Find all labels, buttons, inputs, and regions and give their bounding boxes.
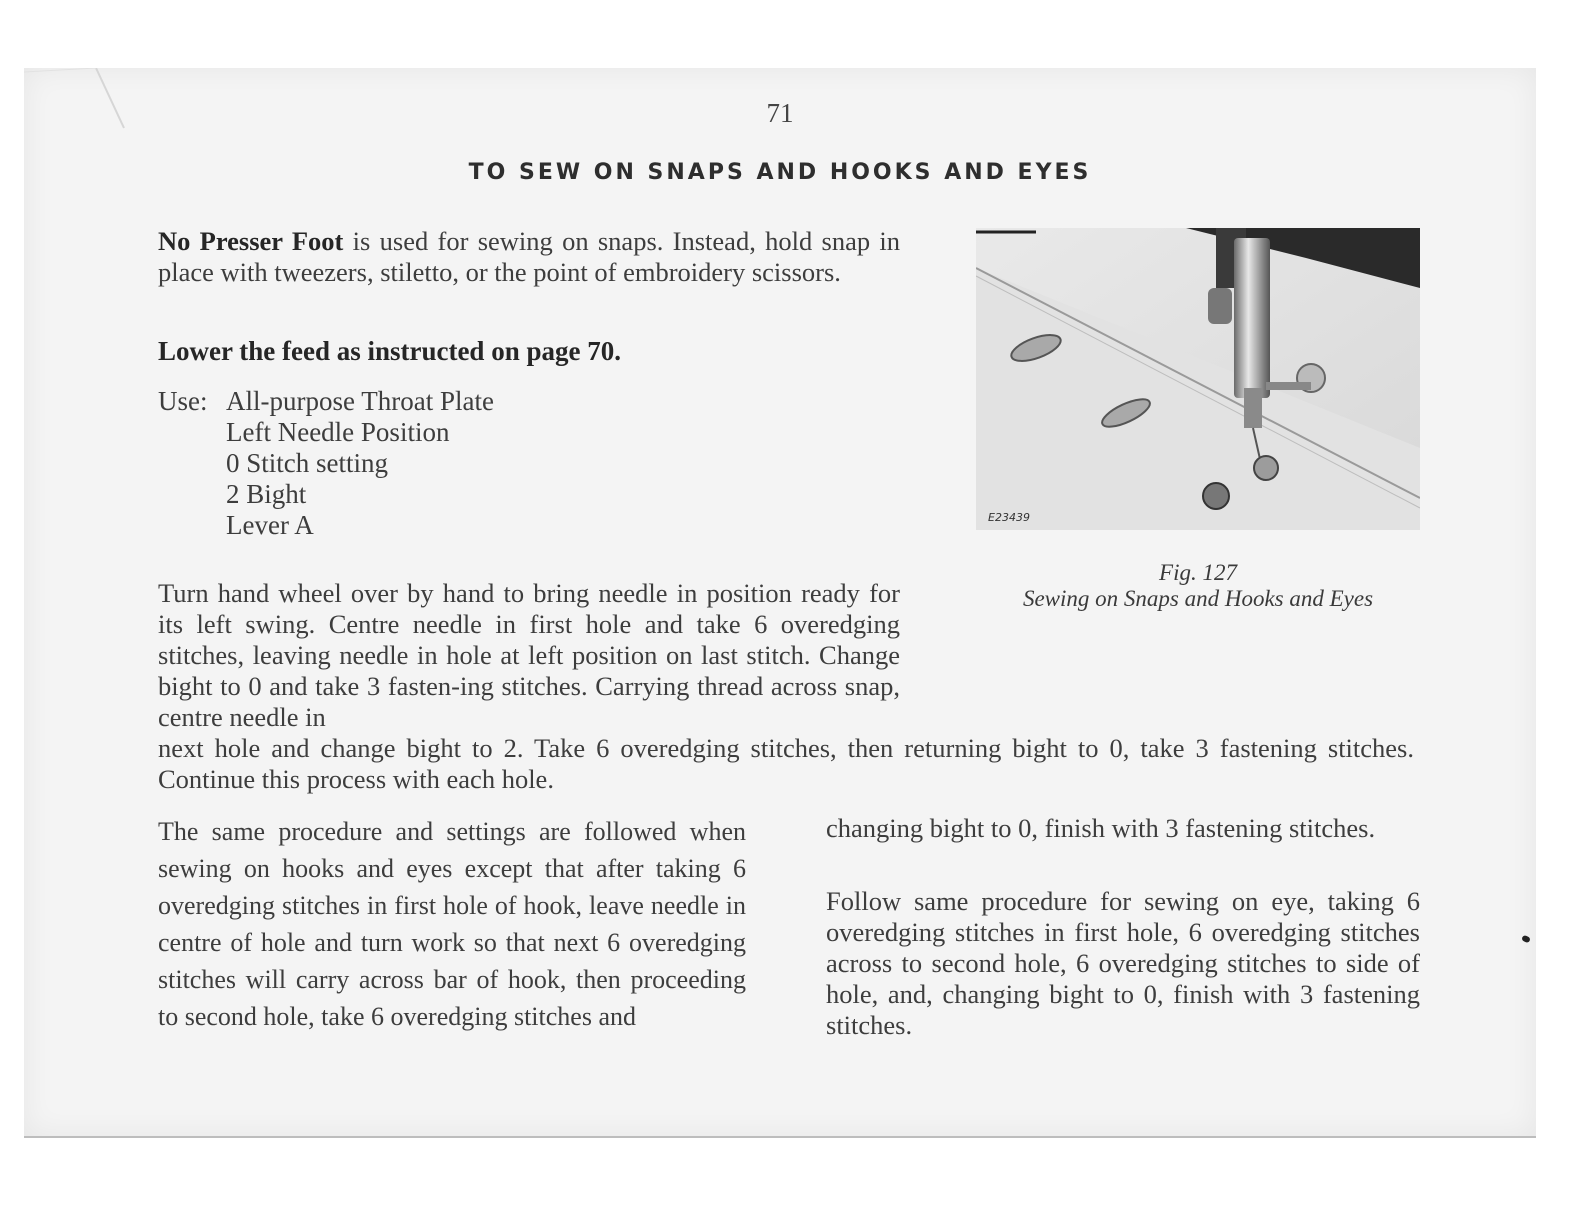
eye-paragraph: Follow same procedure for sewing on eye, taking 6 overedging stitches in first hole, 6 overedging stitches across to second hole, 6 overedging stitches to side of hole, and, changing bight to 0, finish with 3 fastening stitches.	[826, 886, 1420, 1040]
figure-code: E23439	[988, 511, 1030, 524]
page-corner-crease	[24, 68, 184, 208]
use-settings-list	[158, 386, 494, 541]
page-title: TO SEW ON SNAPS AND HOOKS AND EYES	[468, 160, 1092, 185]
figure-sewing-machine-photo	[976, 228, 1420, 530]
figure-number: Fig. 127	[1159, 560, 1237, 585]
intro-text: is used for sewing on snaps. Instead, hold snap in place with tweezers, stiletto, or the point of embroidery scissors.	[158, 226, 900, 287]
turn-paragraph-part2: next hole and change bight to 2. Take 6 overedging stitches, then returning bight to 0, take 3 fastening stitches. Continue this process with each hole.	[158, 733, 1414, 794]
turn-paragraph-part1: Turn hand wheel over by hand to bring needle in position ready for its left swing. Centre needle in first hole and take 6 overedging stitches, leaving needle in hole at left position on last stitch. Change bight to 0 and take 3 fasten-ing stitches. Carrying thread across snap, centre needle in	[158, 578, 900, 732]
use-item-needle-position: Left Needle Position	[226, 417, 450, 447]
use-item-lever: Lever A	[226, 510, 314, 540]
page-number: 71	[766, 98, 794, 128]
figure-caption: Sewing on Snaps and Hooks and Eyes	[1022, 586, 1374, 611]
lower-feed-instruction: Lower the feed as instructed on page 70.	[158, 336, 621, 366]
intro-paragraph	[158, 226, 900, 288]
intro-bold-lead: No Presser Foot	[158, 226, 344, 256]
needle-and-snaps-illustration	[976, 228, 1420, 530]
use-label: Use:	[158, 386, 208, 416]
manual-page	[24, 68, 1536, 1138]
use-row-first	[158, 386, 494, 417]
hooks-paragraph: The same procedure and settings are followed when sewing on hooks and eyes except that after taking 6 overedging stitches in first hole of hook, leave needle in centre of hole and turn work so that next 6 overedging stitches will carry across bar of hook, then proceeding to second hole, take 6 overedging stitches and	[158, 817, 746, 1031]
scan-speck	[1521, 935, 1531, 944]
use-item-bight: 2 Bight	[226, 479, 307, 509]
use-item-stitch-setting: 0 Stitch setting	[226, 448, 388, 478]
hooks-paragraph-continued: changing bight to 0, finish with 3 fastening stitches.	[826, 813, 1376, 843]
use-item-throat-plate: All-purpose Throat Plate	[226, 386, 494, 416]
